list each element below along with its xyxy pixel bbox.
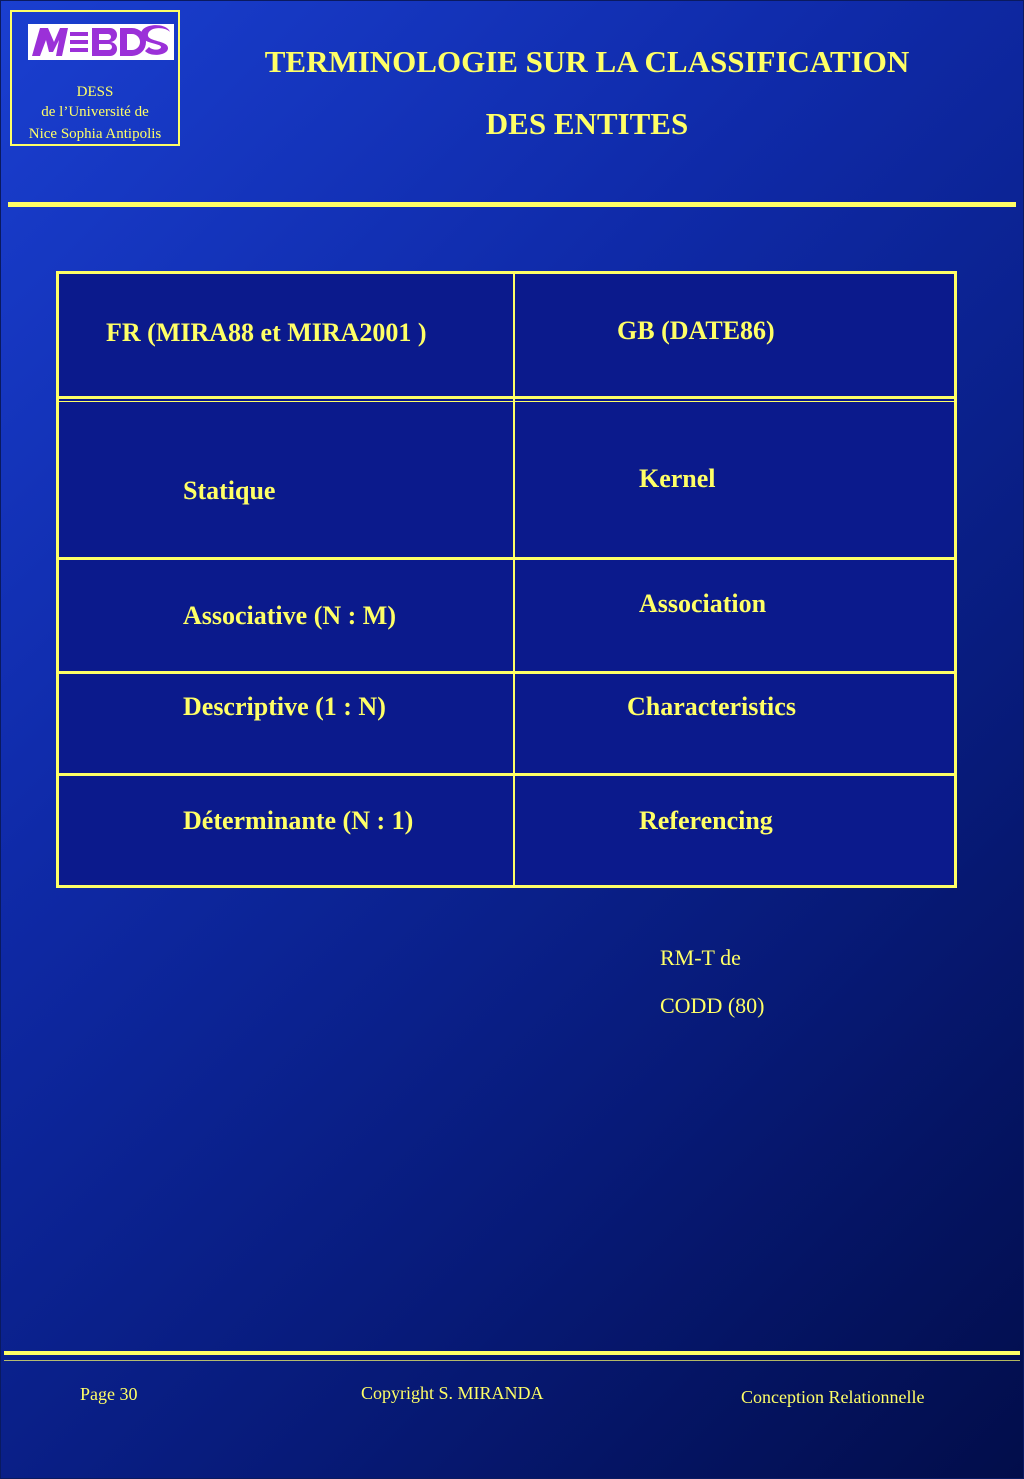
cell-gb-association: Association bbox=[639, 589, 767, 618]
cell-gb-kernel: Kernel bbox=[639, 464, 716, 493]
row-divider bbox=[59, 557, 954, 560]
footer-page-number: Page 30 bbox=[80, 1384, 138, 1404]
row-divider bbox=[59, 396, 954, 399]
top-divider bbox=[8, 202, 1016, 207]
cell-gb-referencing: Referencing bbox=[639, 806, 773, 835]
cell-fr-determinante: Déterminante (N : 1) bbox=[183, 806, 414, 835]
cell-fr-associative: Associative (N : M) bbox=[183, 601, 396, 630]
header-fr: FR (MIRA88 et MIRA2001 ) bbox=[106, 318, 427, 347]
row-divider bbox=[59, 401, 954, 402]
logo-line-2: de l’Université de bbox=[41, 104, 149, 120]
cell-gb-characteristics: Characteristics bbox=[627, 692, 796, 721]
bottom-divider bbox=[4, 1351, 1020, 1355]
row-divider bbox=[59, 773, 954, 776]
logo-line-1: DESS bbox=[76, 84, 114, 100]
mbds-logo-icon bbox=[28, 24, 174, 60]
slide-title-line-1: TERMINOLOGIE SUR LA CLASSIFICATION bbox=[264, 44, 910, 79]
cell-fr-statique: Statique bbox=[183, 476, 276, 505]
header-gb: GB (DATE86) bbox=[617, 316, 775, 345]
bottom-divider-thin bbox=[4, 1360, 1020, 1361]
footer-course-title: Conception Relationnelle bbox=[741, 1387, 925, 1407]
note-line-1: RM-T de bbox=[660, 945, 741, 970]
slide-title-line-2: DES ENTITES bbox=[485, 106, 689, 141]
logo-box bbox=[10, 10, 180, 146]
logo-line-3: Nice Sophia Antipolis bbox=[28, 126, 162, 142]
row-divider bbox=[59, 671, 954, 674]
note-line-2: CODD (80) bbox=[660, 993, 765, 1018]
terminology-table bbox=[56, 271, 957, 888]
column-divider bbox=[513, 274, 515, 885]
cell-fr-descriptive: Descriptive (1 : N) bbox=[183, 692, 386, 721]
footer-copyright: Copyright S. MIRANDA bbox=[361, 1383, 544, 1403]
